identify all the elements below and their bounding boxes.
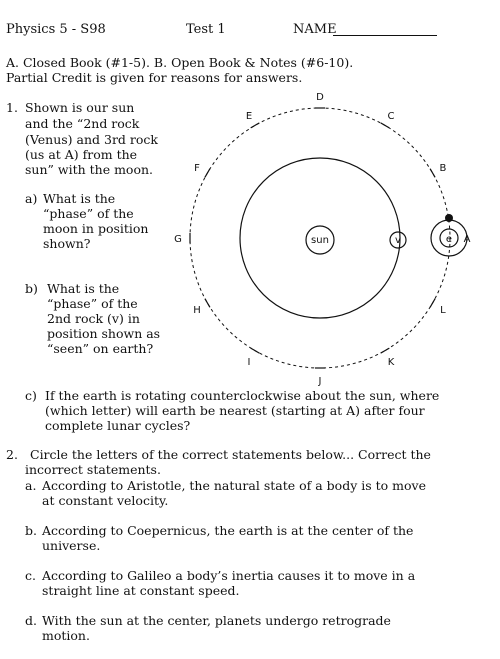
q1b-line: 2nd rock (v) in: [47, 311, 140, 326]
q1a-line: “phase” of the: [43, 206, 134, 221]
q2-lead-line: incorrect statements.: [25, 462, 161, 477]
orbit-tick-c: [381, 123, 390, 128]
orbit-letter-h: H: [193, 305, 201, 316]
q2-number: 2.: [6, 447, 18, 462]
q2-item-line: According to Aristotle, the natural state of a body is to move: [42, 478, 426, 493]
instructions-line-2: Partial Credit is given for reasons for answers.: [6, 70, 303, 85]
q2-item-line: straight line at constant speed.: [42, 583, 240, 598]
q2-item-label: c.: [25, 568, 36, 583]
q2-item-line: With the sun at the center, planets undergo retrograde: [42, 613, 391, 628]
orbit-letter-e: E: [245, 111, 253, 123]
orbit-letter-a: A: [463, 234, 471, 245]
orbit-letter-k: K: [387, 356, 395, 368]
orbit-tick-e: [251, 123, 260, 128]
orbit-tick-l: [430, 299, 435, 308]
q1-intro-line: Shown is our sun: [25, 100, 135, 115]
q1-intro-line: (Venus) and 3rd rock: [25, 132, 158, 147]
q1b-line: “seen” on earth?: [47, 341, 154, 356]
orbit-letter-b: B: [439, 163, 447, 174]
q1-intro-line: (us at A) from the: [25, 147, 138, 162]
orbit-letter-l: L: [440, 305, 446, 316]
q2-item-line: According to Coepernicus, the earth is at the center of the: [42, 523, 414, 538]
q1-number: 1.: [6, 100, 18, 115]
q2-item-line: at constant velocity.: [42, 493, 169, 508]
instructions-line-1: A. Closed Book (#1-5). B. Open Book & Notes (#6-10).: [6, 55, 354, 70]
q1b-line: What is the: [47, 281, 120, 296]
q1-intro-line: and the “2nd rock: [25, 116, 140, 131]
orbit-tick-k: [381, 348, 390, 353]
q1c-line: complete lunar cycles?: [45, 418, 191, 433]
q2-lead-line: Circle the letters of the correct statements below... Correct the: [30, 447, 431, 462]
test-title: Test 1: [186, 22, 226, 37]
q1a-line: moon in position: [43, 221, 149, 236]
orbit-tick-b: [430, 169, 435, 178]
q1b-label: b): [25, 281, 38, 296]
q2-item-line: motion.: [42, 628, 90, 643]
earth-label: e: [445, 234, 453, 245]
q1-intro-line: sun” with the moon.: [25, 162, 153, 177]
q1c-label: c): [25, 388, 37, 403]
orbit-letter-i: I: [247, 356, 251, 368]
q2-item-label: a.: [25, 478, 37, 493]
q1a-label: a): [25, 191, 38, 206]
orbit-letter-c: C: [387, 111, 395, 123]
q2-item-line: universe.: [42, 538, 101, 553]
orbit-letter-f: F: [194, 163, 200, 174]
q1a-line: What is the: [43, 191, 116, 206]
venus-label: v: [395, 235, 401, 246]
q1b-line: position shown as: [47, 326, 161, 341]
q2-item-line: According to Galileo a body’s inertia causes it to move in a: [42, 568, 416, 583]
q1a-line: shown?: [43, 236, 91, 251]
q2-item-label: b.: [25, 523, 37, 538]
orbit-letter-j: J: [318, 376, 322, 387]
course-title: Physics 5 - S98: [6, 22, 106, 37]
name-label: NAME: [293, 22, 337, 37]
sun-label: sun: [311, 235, 329, 246]
q1b-line: “phase” of the: [47, 296, 138, 311]
q2-item-label: d.: [25, 613, 37, 628]
orbit-tick-h: [205, 299, 210, 308]
q1c-line: (which letter) will earth be nearest (starting at A) after four: [45, 403, 425, 418]
orbit-letter-d: D: [316, 92, 324, 103]
moon-body: [445, 214, 453, 222]
orbit-tick-i: [251, 348, 260, 353]
q1c-line: If the earth is rotating counterclockwise about the sun, where: [45, 388, 440, 403]
orbit-letter-g: G: [174, 234, 182, 245]
orbit-tick-f: [205, 169, 210, 178]
